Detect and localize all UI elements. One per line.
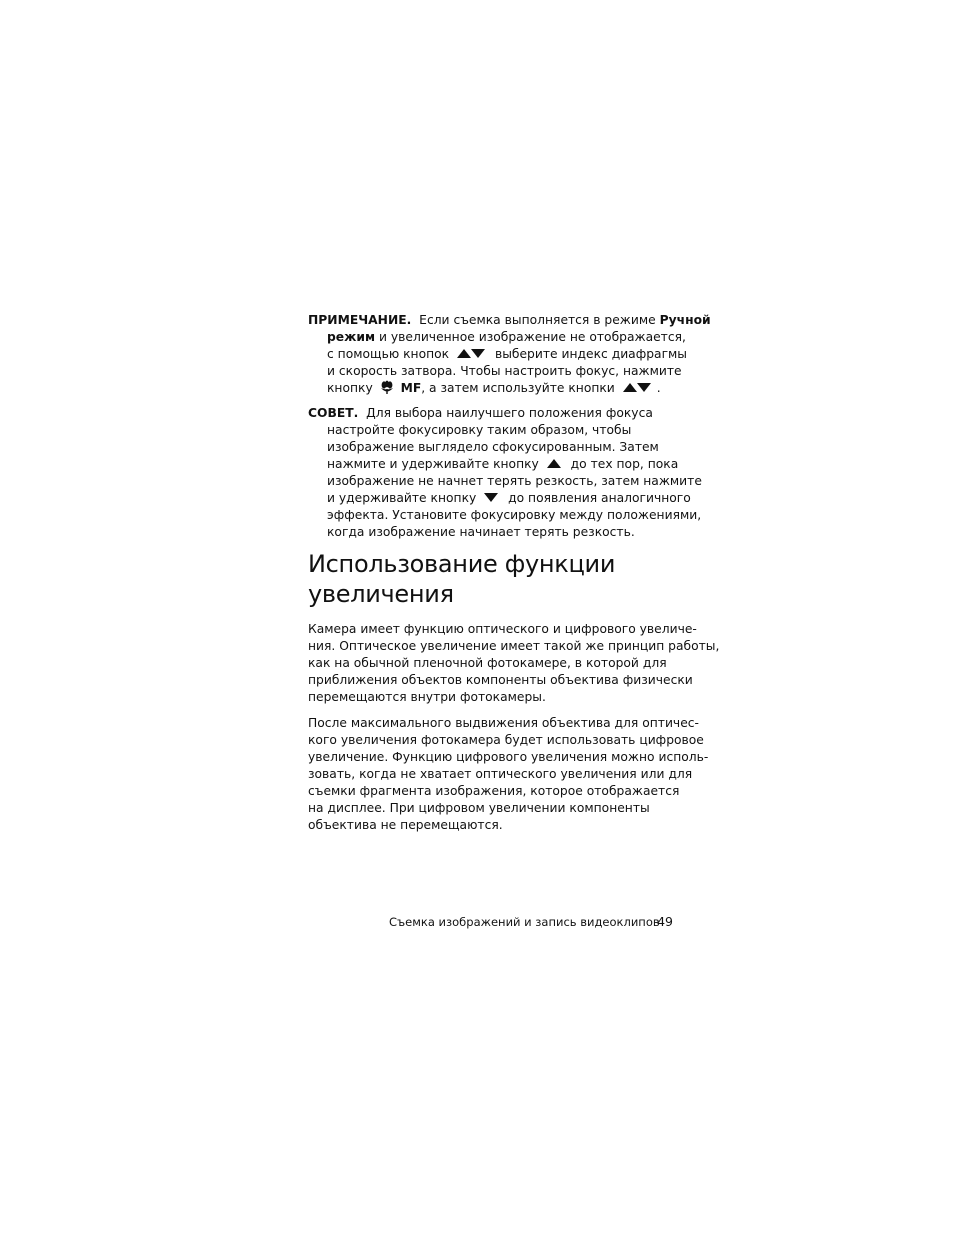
page-content xyxy=(308,312,720,843)
paragraph-line: кого увеличения фотокамера будет использовать цифровое xyxy=(308,733,704,747)
note-line-4 xyxy=(308,363,682,380)
tip-label: СОВЕТ. xyxy=(308,406,359,420)
mf-term: MF xyxy=(400,381,422,395)
note-label: ПРИМЕЧАНИЕ. xyxy=(308,313,412,327)
page-number: 49 xyxy=(657,914,673,929)
down-arrow-icon xyxy=(484,490,498,507)
tip-text: Для выбора наилучшего положения фокуса xyxy=(366,406,653,420)
tip-line-3 xyxy=(308,439,676,456)
section-heading xyxy=(308,549,676,609)
note-text: и увеличенное изображение не отображается, xyxy=(378,330,686,344)
tip-text: когда изображение начинает терять резкость. xyxy=(327,525,635,539)
up-down-arrows-icon xyxy=(623,380,651,397)
paragraph-line: как на обычной пленочной фотокамере, в которой для xyxy=(308,656,667,670)
tip-line-8 xyxy=(308,524,676,541)
tip-text: нажмите и удерживайте кнопку xyxy=(327,457,539,471)
section-heading-line-2: увеличения xyxy=(308,580,454,608)
tip-line-4 xyxy=(308,456,679,473)
tip-line-6 xyxy=(308,490,691,507)
paragraph-line: увеличение. Функцию цифрового увеличения можно исполь- xyxy=(308,750,709,764)
section-heading-line-1: Использование функции xyxy=(308,550,616,578)
paragraph-optical-zoom xyxy=(308,621,720,706)
note-line-5 xyxy=(308,380,676,397)
paragraph-line: съемки фрагмента изображения, которое отображается xyxy=(308,784,680,798)
tip-line-7 xyxy=(308,507,702,524)
up-arrow-icon xyxy=(547,456,561,473)
paragraph-line: объектива не перемещаются. xyxy=(308,818,503,832)
note-text: выберите индекс диафрагмы xyxy=(494,347,688,361)
note-line-3 xyxy=(308,346,688,363)
paragraph-line: перемещаются внутри фотокамеры. xyxy=(308,690,546,704)
note-line-2 xyxy=(308,329,686,346)
note-text: , а затем используйте кнопки xyxy=(421,381,615,395)
tip-text: изображение выглядело сфокусированным. Затем xyxy=(327,440,659,454)
paragraph-digital-zoom xyxy=(308,715,709,834)
paragraph-line: ния. Оптическое увеличение имеет такой же принцип работы, xyxy=(308,639,720,653)
note-end: . xyxy=(656,381,661,395)
tip-text: и удерживайте кнопку xyxy=(327,491,477,505)
note-text: и скорость затвора. Чтобы настроить фокус, нажмите xyxy=(327,364,682,378)
manual-mode-term-cont: режим xyxy=(327,330,376,344)
note-line-1 xyxy=(308,312,711,329)
manual-mode-term: Ручной xyxy=(659,313,711,327)
paragraph-line: Камера имеет функцию оптического и цифрового увеличе- xyxy=(308,622,697,636)
note-text: Если съемка выполняется в режиме xyxy=(419,313,656,327)
tip-text: изображение не начнет терять резкость, затем нажмите xyxy=(327,474,702,488)
tip-callout xyxy=(308,405,702,541)
tip-text: настройте фокусировку таким образом, чтобы xyxy=(327,423,632,437)
tip-text: эффекта. Установите фокусировку между положениями, xyxy=(327,508,702,522)
note-callout xyxy=(308,312,711,397)
macro-flower-icon xyxy=(380,380,394,394)
footer-chapter-title: Съемка изображений и запись видеоклипов xyxy=(389,915,660,929)
tip-line-2 xyxy=(308,422,676,439)
paragraph-line: приближения объектов компоненты объектива физически xyxy=(308,673,693,687)
tip-line-1 xyxy=(308,405,676,422)
paragraph-line: зовать, когда не хватает оптического увеличения или для xyxy=(308,767,693,781)
paragraph-line: на дисплее. При цифровом увеличении компоненты xyxy=(308,801,650,815)
tip-text: до тех пор, пока xyxy=(570,457,679,471)
note-text: с помощью кнопок xyxy=(327,347,450,361)
up-down-arrows-icon xyxy=(457,346,485,363)
note-text: кнопку xyxy=(327,381,373,395)
tip-line-5 xyxy=(308,473,702,490)
tip-text: до появления аналогичного xyxy=(508,491,691,505)
paragraph-line: После максимального выдвижения объектива для оптичес- xyxy=(308,716,699,730)
